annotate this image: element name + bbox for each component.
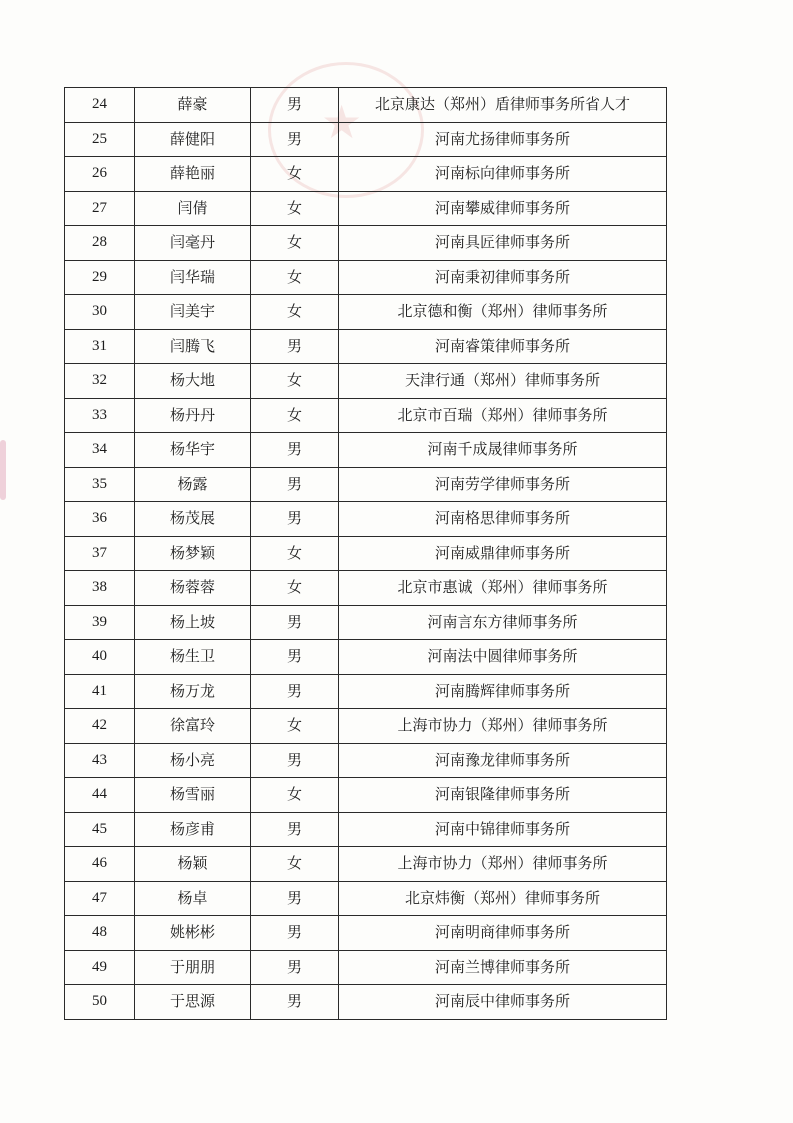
law-firm-cell: 北京德和衡（郑州）律师事务所: [339, 295, 667, 330]
name-cell: 杨茂展: [135, 502, 251, 537]
law-firm-cell: 河南法中圆律师事务所: [339, 640, 667, 675]
law-firm-cell: 北京市惠诚（郑州）律师事务所: [339, 571, 667, 606]
gender-cell: 女: [251, 778, 339, 813]
law-firm-cell: 河南威鼎律师事务所: [339, 536, 667, 571]
gender-cell: 女: [251, 191, 339, 226]
gender-cell: 男: [251, 743, 339, 778]
table-row: [65, 605, 667, 640]
name-cell: 杨万龙: [135, 674, 251, 709]
table-row: [65, 950, 667, 985]
law-firm-cell: 北京康达（郑州）盾律师事务所省人才: [339, 88, 667, 123]
law-firm-cell: 河南中锦律师事务所: [339, 812, 667, 847]
name-cell: 闫美宇: [135, 295, 251, 330]
law-firm-cell: 河南格思律师事务所: [339, 502, 667, 537]
gender-cell: 女: [251, 709, 339, 744]
gender-cell: 男: [251, 985, 339, 1020]
name-cell: 杨雪丽: [135, 778, 251, 813]
row-number-cell: 37: [65, 536, 135, 571]
name-cell: 薛艳丽: [135, 157, 251, 192]
table-row: [65, 260, 667, 295]
name-cell: 徐富玲: [135, 709, 251, 744]
gender-cell: 男: [251, 881, 339, 916]
roster-body: [65, 88, 667, 1020]
table-row: [65, 329, 667, 364]
row-number-cell: 25: [65, 122, 135, 157]
gender-cell: 女: [251, 364, 339, 399]
gender-cell: 女: [251, 847, 339, 882]
row-number-cell: 35: [65, 467, 135, 502]
law-firm-cell: 河南言东方律师事务所: [339, 605, 667, 640]
gender-cell: 女: [251, 157, 339, 192]
gender-cell: 女: [251, 226, 339, 261]
gender-cell: 男: [251, 502, 339, 537]
row-number-cell: 50: [65, 985, 135, 1020]
table-row: [65, 536, 667, 571]
table-row: [65, 812, 667, 847]
law-firm-cell: 河南劳学律师事务所: [339, 467, 667, 502]
table-row: [65, 295, 667, 330]
gender-cell: 男: [251, 122, 339, 157]
lawyer-roster-table: [64, 87, 667, 1020]
gender-cell: 女: [251, 260, 339, 295]
row-number-cell: 45: [65, 812, 135, 847]
name-cell: 杨华宇: [135, 433, 251, 468]
gender-cell: 男: [251, 329, 339, 364]
gender-cell: 男: [251, 674, 339, 709]
table-row: [65, 157, 667, 192]
name-cell: 闫毫丹: [135, 226, 251, 261]
gender-cell: 男: [251, 640, 339, 675]
law-firm-cell: 河南辰中律师事务所: [339, 985, 667, 1020]
gender-cell: 男: [251, 605, 339, 640]
table-row: [65, 743, 667, 778]
table-row: [65, 226, 667, 261]
row-number-cell: 26: [65, 157, 135, 192]
name-cell: 杨大地: [135, 364, 251, 399]
name-cell: 闫腾飞: [135, 329, 251, 364]
name-cell: 杨卓: [135, 881, 251, 916]
row-number-cell: 33: [65, 398, 135, 433]
name-cell: 杨露: [135, 467, 251, 502]
table-row: [65, 398, 667, 433]
row-number-cell: 31: [65, 329, 135, 364]
name-cell: 杨梦颖: [135, 536, 251, 571]
row-number-cell: 28: [65, 226, 135, 261]
law-firm-cell: 河南千成晟律师事务所: [339, 433, 667, 468]
law-firm-cell: 河南明商律师事务所: [339, 916, 667, 951]
row-number-cell: 32: [65, 364, 135, 399]
name-cell: 闫华瑞: [135, 260, 251, 295]
table-row: [65, 674, 667, 709]
row-number-cell: 48: [65, 916, 135, 951]
gender-cell: 男: [251, 433, 339, 468]
table-row: [65, 847, 667, 882]
law-firm-cell: 河南睿策律师事务所: [339, 329, 667, 364]
name-cell: 杨小亮: [135, 743, 251, 778]
gender-cell: 男: [251, 88, 339, 123]
name-cell: 杨生卫: [135, 640, 251, 675]
row-number-cell: 41: [65, 674, 135, 709]
table-row: [65, 433, 667, 468]
law-firm-cell: 河南攀威律师事务所: [339, 191, 667, 226]
row-number-cell: 40: [65, 640, 135, 675]
table-row: [65, 778, 667, 813]
ink-smudge: [0, 440, 6, 500]
table-row: [65, 88, 667, 123]
row-number-cell: 29: [65, 260, 135, 295]
name-cell: 于朋朋: [135, 950, 251, 985]
row-number-cell: 36: [65, 502, 135, 537]
law-firm-cell: 河南兰博律师事务所: [339, 950, 667, 985]
star-icon: ★: [321, 95, 363, 149]
gender-cell: 女: [251, 536, 339, 571]
name-cell: 杨上坡: [135, 605, 251, 640]
law-firm-cell: 北京炜衡（郑州）律师事务所: [339, 881, 667, 916]
name-cell: 杨彦甫: [135, 812, 251, 847]
law-firm-cell: 上海市协力（郑州）律师事务所: [339, 847, 667, 882]
law-firm-cell: 上海市协力（郑州）律师事务所: [339, 709, 667, 744]
law-firm-cell: 河南尤扬律师事务所: [339, 122, 667, 157]
row-number-cell: 39: [65, 605, 135, 640]
row-number-cell: 46: [65, 847, 135, 882]
name-cell: 闫倩: [135, 191, 251, 226]
table-row: [65, 122, 667, 157]
row-number-cell: 42: [65, 709, 135, 744]
name-cell: 杨丹丹: [135, 398, 251, 433]
table-row: [65, 709, 667, 744]
name-cell: 薛豪: [135, 88, 251, 123]
gender-cell: 女: [251, 571, 339, 606]
row-number-cell: 24: [65, 88, 135, 123]
table-row: [65, 502, 667, 537]
name-cell: 杨蓉蓉: [135, 571, 251, 606]
row-number-cell: 47: [65, 881, 135, 916]
row-number-cell: 38: [65, 571, 135, 606]
gender-cell: 女: [251, 398, 339, 433]
row-number-cell: 44: [65, 778, 135, 813]
table-row: [65, 191, 667, 226]
table-row: [65, 364, 667, 399]
gender-cell: 女: [251, 295, 339, 330]
row-number-cell: 30: [65, 295, 135, 330]
name-cell: 姚彬彬: [135, 916, 251, 951]
row-number-cell: 49: [65, 950, 135, 985]
law-firm-cell: 河南银隆律师事务所: [339, 778, 667, 813]
row-number-cell: 43: [65, 743, 135, 778]
table-row: [65, 916, 667, 951]
row-number-cell: 27: [65, 191, 135, 226]
law-firm-cell: 天津行通（郑州）律师事务所: [339, 364, 667, 399]
table-row: [65, 571, 667, 606]
table-row: [65, 467, 667, 502]
law-firm-cell: 河南豫龙律师事务所: [339, 743, 667, 778]
table-row: [65, 881, 667, 916]
law-firm-cell: 河南具匠律师事务所: [339, 226, 667, 261]
law-firm-cell: 河南腾辉律师事务所: [339, 674, 667, 709]
row-number-cell: 34: [65, 433, 135, 468]
law-firm-cell: 北京市百瑞（郑州）律师事务所: [339, 398, 667, 433]
gender-cell: 男: [251, 812, 339, 847]
name-cell: 薛健阳: [135, 122, 251, 157]
gender-cell: 男: [251, 950, 339, 985]
gender-cell: 男: [251, 467, 339, 502]
gender-cell: 男: [251, 916, 339, 951]
law-firm-cell: 河南秉初律师事务所: [339, 260, 667, 295]
name-cell: 杨颖: [135, 847, 251, 882]
name-cell: 于思源: [135, 985, 251, 1020]
law-firm-cell: 河南标向律师事务所: [339, 157, 667, 192]
table-row: [65, 640, 667, 675]
table-row: [65, 985, 667, 1020]
